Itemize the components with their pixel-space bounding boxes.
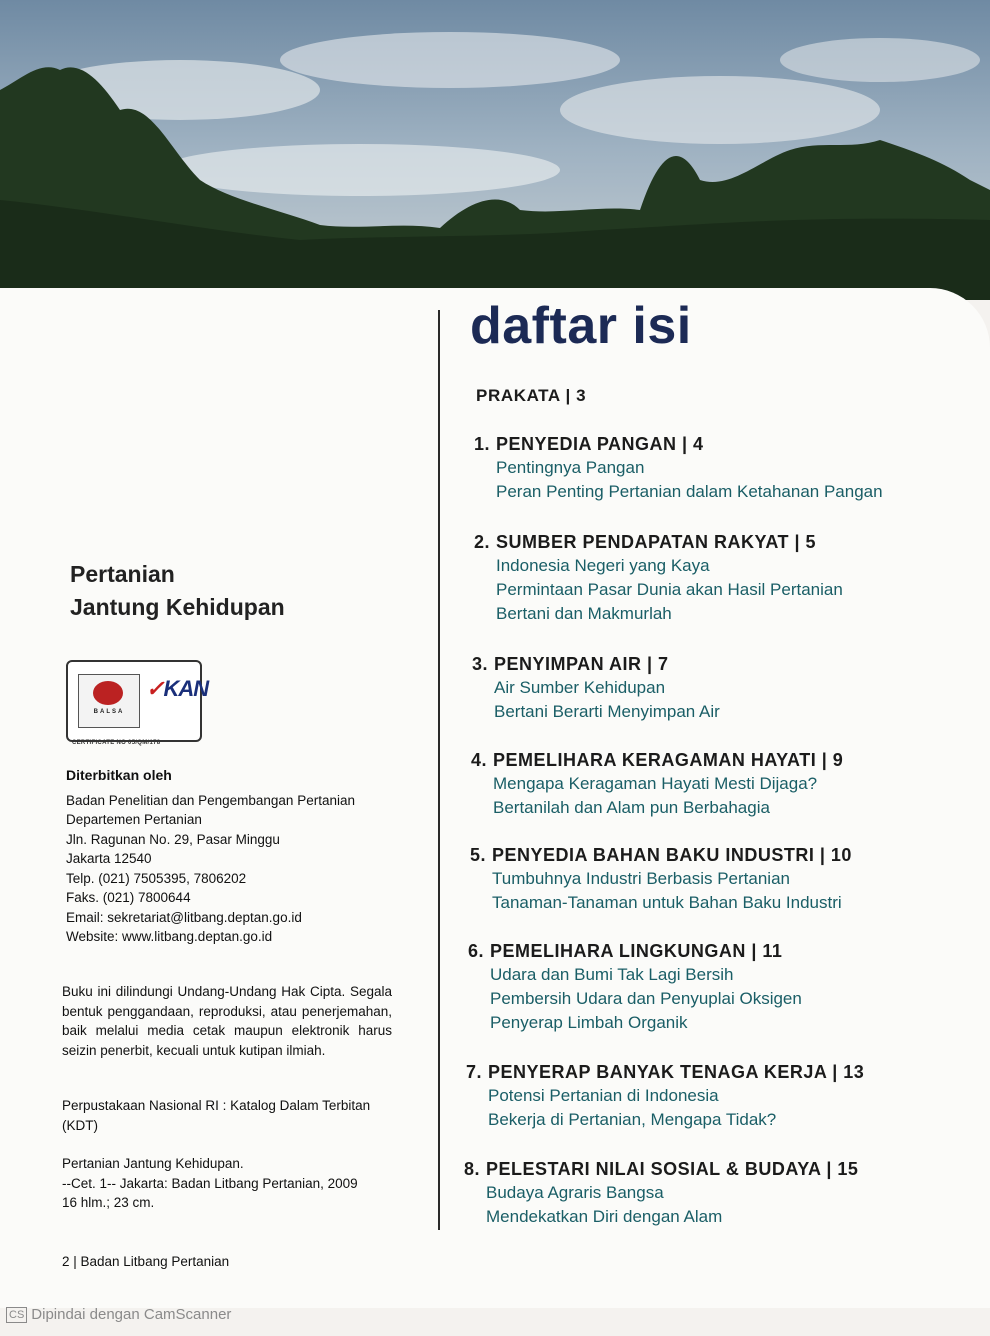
kan-label: KAN — [163, 676, 209, 701]
toc-section-heading — [474, 432, 944, 456]
toc-section-title: PENYERAP BANYAK TENAGA KERJA | 13 — [488, 1062, 865, 1082]
toc-subtitle: Pembersih Udara dan Penyuplai Oksigen — [490, 989, 802, 1008]
toc-section-number: 8. — [464, 1159, 481, 1179]
toc-prakata: PRAKATA | 3 — [476, 386, 587, 405]
publisher-block — [66, 766, 406, 947]
column-divider — [438, 310, 440, 1230]
balsa-label: BALSA — [93, 709, 125, 715]
toc-subtitle: Udara dan Bumi Tak Lagi Bersih — [490, 965, 734, 984]
certificate-number: CERTIFICATE NO 05/QM/178 — [72, 740, 161, 746]
toc-section-number: 4. — [471, 750, 488, 770]
publisher-line: Jakarta 12540 — [66, 851, 152, 866]
publisher-phone: Telp. (021) 7505395, 7806202 — [66, 870, 247, 886]
book-title-line-1: Pertanian — [70, 561, 175, 587]
toc-subtitle: Tanaman-Tanaman untuk Bahan Baku Industri — [492, 893, 842, 912]
catalog-entry — [62, 1154, 402, 1213]
toc-subtitle: Bertani dan Makmurlah — [496, 604, 672, 623]
toc-subtitle: Permintaan Pasar Dunia akan Hasil Pertanian — [496, 580, 843, 599]
publisher-line: Departemen Pertanian — [66, 812, 202, 827]
toc-subtitle: Bertani Berarti Menyimpan Air — [494, 702, 720, 721]
toc-subtitle: Budaya Agraris Bangsa — [486, 1183, 664, 1202]
toc-subtitle: Peran Penting Pertanian dalam Ketahanan Pangan — [496, 482, 883, 501]
toc-section-number: 2. — [474, 532, 491, 552]
balsa-logo — [78, 674, 140, 728]
catalog-line: Pertanian Jantung Kehidupan. — [62, 1156, 244, 1171]
publisher-fax: Faks. (021) 7800644 — [66, 890, 191, 905]
toc-section-heading — [468, 939, 938, 963]
toc-section — [472, 652, 942, 724]
toc-section-heading — [466, 1060, 936, 1084]
toc-subtitle: Penyerap Limbah Organik — [490, 1013, 688, 1032]
toc-section-title: PEMELIHARA KERAGAMAN HAYATI | 9 — [493, 750, 844, 770]
toc-section-number: 3. — [472, 654, 489, 674]
toc-section — [466, 1060, 936, 1132]
toc-subtitle: Mendekatkan Diri dengan Alam — [486, 1207, 723, 1226]
header-photo — [0, 0, 990, 300]
copyright-notice: Buku ini dilindungi Undang-Undang Hak Cipta. Segala bentuk penggandaan, reproduksi, atau penerjemahan, baik melalui media cetak maupun elektronik harus seizin penerbit, kecuali untuk kutipan ilmiah. — [62, 984, 392, 1058]
toc-section — [470, 843, 940, 915]
certification-badge — [66, 660, 209, 742]
toc-subtitle: Tumbuhnya Industri Berbasis Pertanian — [492, 869, 790, 888]
balsa-emblem-icon — [93, 681, 123, 705]
scanner-watermark — [6, 1306, 231, 1323]
publisher-heading: Diterbitkan oleh — [66, 767, 172, 783]
camscanner-icon: CS — [6, 1307, 27, 1323]
toc-section-heading — [470, 843, 940, 867]
toc-subtitle: Bertanilah dan Alam pun Berbahagia — [493, 798, 770, 817]
toc-section — [474, 530, 944, 626]
toc-subtitle: Indonesia Negeri yang Kaya — [496, 556, 710, 575]
toc-section — [471, 748, 941, 820]
publisher-line: Badan Penelitian dan Pengembangan Pertanian — [66, 792, 355, 808]
toc-section-title: PENYEDIA PANGAN | 4 — [496, 434, 704, 454]
book-title-line-2: Jantung Kehidupan — [70, 594, 285, 620]
toc-section-number: 7. — [466, 1062, 483, 1082]
publisher-email: Email: sekretariat@litbang.deptan.go.id — [66, 909, 302, 925]
toc-section-heading — [474, 530, 944, 554]
publisher-website: Website: www.litbang.deptan.go.id — [66, 929, 273, 944]
toc-section-title: PELESTARI NILAI SOSIAL & BUDAYA | 15 — [486, 1159, 859, 1179]
toc-section-number: 1. — [474, 434, 491, 454]
toc-section — [468, 939, 938, 1035]
toc-section-title: PEMELIHARA LINGKUNGAN | 11 — [490, 941, 783, 961]
catalog-line: 16 hlm.; 23 cm. — [62, 1195, 155, 1210]
checkmark-icon: ✓ — [146, 676, 164, 701]
toc-section-number: 6. — [468, 941, 485, 961]
toc-title: daftar isi — [470, 297, 692, 355]
toc-subtitle: Potensi Pertanian di Indonesia — [488, 1086, 719, 1105]
toc-section-title: SUMBER PENDAPATAN RAKYAT | 5 — [496, 532, 817, 552]
toc-section — [474, 432, 944, 504]
toc-section-title: PENYEDIA BAHAN BAKU INDUSTRI | 10 — [492, 845, 852, 865]
toc-section-number: 5. — [470, 845, 487, 865]
toc-subtitle: Mengapa Keragaman Hayati Mesti Dijaga? — [493, 774, 818, 793]
book-title — [70, 558, 285, 624]
publisher-line: Jln. Ragunan No. 29, Pasar Minggu — [66, 831, 280, 847]
catalog-line: --Cet. 1-- Jakarta: Badan Litbang Pertanian, 2009 — [62, 1175, 358, 1191]
kan-logo — [146, 676, 208, 702]
toc-subtitle: Bekerja di Pertanian, Mengapa Tidak? — [488, 1110, 777, 1129]
toc-section — [464, 1157, 934, 1229]
toc-section-heading — [472, 652, 942, 676]
toc-section-heading — [464, 1157, 934, 1181]
toc-section-heading — [471, 748, 941, 772]
toc-section-title: PENYIMPAN AIR | 7 — [494, 654, 669, 674]
page-footer: 2 | Badan Litbang Pertanian — [62, 1254, 230, 1269]
toc-subtitle: Pentingnya Pangan — [496, 458, 645, 477]
scanner-watermark-text: Dipindai dengan CamScanner — [31, 1306, 232, 1323]
kdt-heading: Perpustakaan Nasional RI : Katalog Dalam Terbitan (KDT) — [62, 1098, 371, 1133]
toc-subtitle: Air Sumber Kehidupan — [494, 678, 666, 697]
